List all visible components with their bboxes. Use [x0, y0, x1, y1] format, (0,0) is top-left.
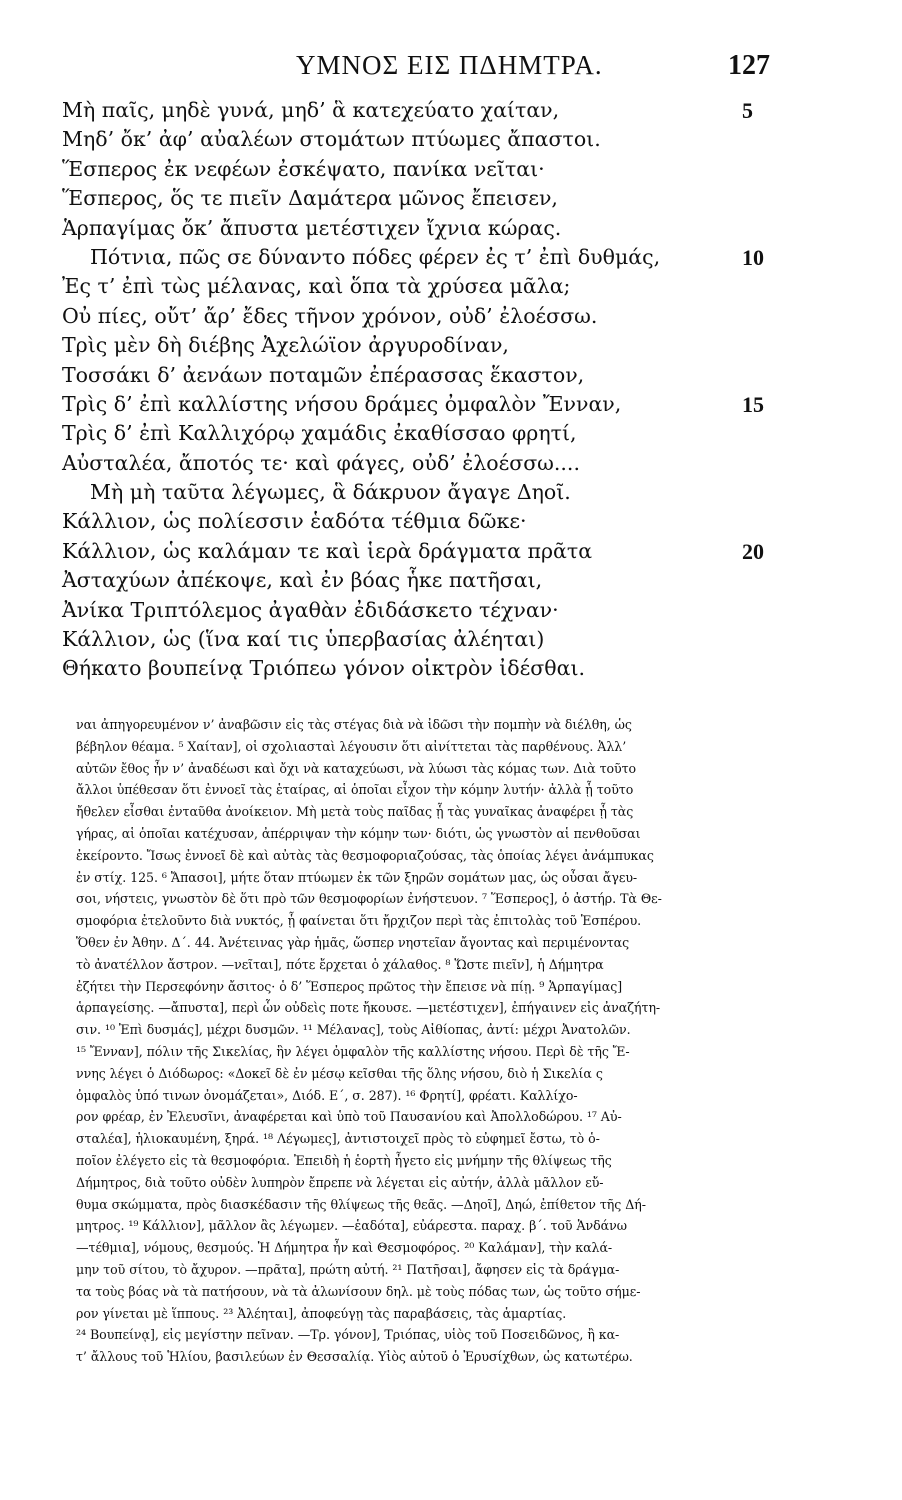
footnote-line: μην τοῦ σίτου, τὸ ἄχυρον. —πρᾶτα], πρώτη αὐτή. ²¹ Πατῆσαι], ἄφησεν εἰς τὰ δράγμα- — [76, 1261, 620, 1277]
footnote-line: ἐζήτει τὴν Περσεφόνην ἄσιτος· ὁ δ’ Ἕσπερος πρῶτος τὴν ἔπεισε νὰ πίῃ. ⁹ Ἁρπαγίμας] — [76, 978, 623, 994]
verse-text: Κάλλιον, ὡς καλάμαν τε καὶ ἱερὰ δράγματα πρᾶτα — [62, 538, 593, 563]
verse-line — [62, 566, 862, 595]
verse-text: Κάλλιον, ὡς (ἵνα καί τις ὑπερβασίας ἀλέηται) — [62, 627, 545, 652]
footnote-line: ἤθελεν εἶσθαι ἐνταῦθα ἀνοίκειον. Μὴ μετὰ τοὺς παῖδας ᾗ τὰς γυναῖκας ἀναφέρει ᾗ τὰς — [76, 804, 634, 820]
running-title: ΥΜΝΟΣ ΕΙΣ ΠΔΗΜΤΡΑ. — [296, 50, 603, 80]
verse-text: Τρὶς μὲν δὴ διέβης Ἀχελώϊον ἀργυροδίναν, — [62, 333, 509, 358]
verse-text: Μηδ’ ὄκ’ ἀφ’ αὐαλέων στομάτων πτύωμες ἄπαστοι. — [62, 127, 601, 152]
footnote-line: ἁρπαγείσης. —ἄπυστα], περὶ ὧν οὐδεὶς ποτε ἤκουσε. —μετέστιχεν], ἐπήγαινεν εἰς ἀναζήτη- — [76, 1000, 661, 1016]
verse-line — [62, 361, 862, 390]
line-number: 10 — [742, 244, 764, 270]
footnote-line: σταλέα], ἡλιοκαυμένη, ξηρά. ¹⁸ Λέγωμες], ἀντιστοιχεῖ πρὸς τὸ εὐφημεῖ ἔστω, τὸ ὁ- — [76, 1131, 600, 1147]
footnote-line: σιν. ¹⁰ Ἐπὶ δυσμάς], μέχρι δυσμῶν. ¹¹ Μέλανας], τοὺς Αἰθίοπας, ἀντί: μέχρι Ἀνατολῶν. — [76, 1022, 631, 1038]
verse-text: Τρὶς δ’ ἐπὶ Καλλιχόρῳ χαμάδις ἐκαθίσσαο φρητί, — [62, 421, 577, 446]
footnote-line: ¹⁵ Ἔνναν], πόλιν τῆς Σικελίας, ἣν λέγει ὀμφαλὸν τῆς καλλίστης νήσου. Περὶ δὲ τῆς Ἔ- — [76, 1043, 630, 1059]
verse-line — [62, 625, 862, 654]
footnotes — [76, 714, 786, 1368]
verse-text: Ἕσπερος, ὅς τε πιεῖν Δαμάτερα μῶνος ἔπεισεν, — [62, 186, 558, 211]
verse-line — [62, 537, 862, 566]
footnote-line: βέβηλον θέαμα. ⁵ Χαίταν], οἱ σχολιασταὶ λέγουσιν ὅτι αἰνίττεται τὰς παρθένους. Ἀλλ’ — [76, 738, 627, 754]
footnote-line: τ’ ἄλλους τοῦ Ἡλίου, βασιλεύων ἐν Θεσσαλίᾳ. Υἱὸς αὐτοῦ ὁ Ἐρυσίχθων, ὡς κατωτέρω. — [76, 1349, 633, 1365]
verse-text: Τοσσάκι δ’ ἀενάων ποταμῶν ἐπέρασσας ἕκαστον, — [62, 362, 585, 387]
verse-line — [62, 184, 862, 213]
verse-text: Τρὶς δ’ ἐπὶ καλλίστης νήσου δράμες ὀμφαλὸν Ἔνναν, — [62, 391, 622, 416]
footnote-line: γήρας, αἱ ὁποῖαι κατέχυσαν, ἀπέρριψαν τὴν κόμην των· διότι, ὡς γνωστὸν αἱ πενθοῦσαι — [76, 825, 641, 841]
footnote-line: σοι, νήστεις, γνωστὸν δὲ ὅτι πρὸ τῶν θεσμοφορίων ἐνήστευον. ⁷ Ἕσπερος], ὁ ἀστήρ. Τὰ Θε- — [76, 891, 662, 907]
verse-line — [62, 243, 862, 272]
verse-text: Θήκατο βουπείνᾳ Τριόπεω γόνον οἰκτρὸν ἰδέσθαι. — [62, 656, 586, 681]
footnote-line: ἐν στίχ. 125. ⁶ Ἄπασοι], μήτε ὅταν πτύωμεν ἐκ τῶν ξηρῶν σομάτων μας, ὡς οὖσαι ἄγευ- — [76, 869, 638, 885]
verse-line — [62, 654, 862, 683]
verse-line — [62, 96, 862, 125]
footnote-line: ποῖον ἐλέγετο εἰς τὰ θεσμοφόρια. Ἐπειδὴ ἡ ἑορτὴ ἦγετο εἰς μνήμην τῆς θλίψεως τῆς — [76, 1152, 612, 1168]
verse-text: Κάλλιον, ὡς πολίεσσιν ἑαδότα τέθμια δῶκε· — [62, 509, 527, 534]
line-number: 20 — [742, 538, 764, 564]
footnote-line: ²⁴ Βουπείνᾳ], εἰς μεγίστην πεῖναν. —Τρ. γόνον], Τριόπας, υἱὸς τοῦ Ποσειδῶνος, ἢ κα- — [76, 1327, 620, 1343]
verse-text: Ἕσπερος ἐκ νεφέων ἐσκέψατο, πανίκα νεῖται· — [62, 156, 545, 181]
footnote-line: ἄλλοι ὑπέθεσαν ὅτι ἐννοεῖ τὰς ἑταίρας, αἱ ὁποῖαι εἶχον τὴν κόμην λυτήν· ἀλλὰ ᾗ τοῦτο — [76, 782, 634, 798]
verse-line — [62, 507, 862, 536]
verse-text: Ἁρπαγίμας ὄκ’ ἄπυστα μετέστιχεν ἴχνια κώρας. — [62, 215, 562, 240]
verse-line — [62, 390, 862, 419]
footnote-line: θυμα σκώμματα, πρὸς διασκέδασιν τῆς θλίψεως τῆς θεᾶς. —Δηοῖ], Δηώ, ἐπίθετον τῆς Δή- — [76, 1196, 646, 1212]
footnote-line: μητρος. ¹⁹ Κάλλιον], μᾶλλον ἂς λέγωμεν. —ἑαδότα], εὐάρεστα. παραχ. β΄. τοῦ Ἁνδάνω — [76, 1218, 627, 1234]
page-header — [0, 50, 902, 90]
verse-line — [62, 478, 862, 507]
verse-text: Μὴ μὴ ταῦτα λέγωμες, ἃ δάκρυον ἄγαγε Δηοῖ. — [90, 480, 571, 505]
verse-line — [62, 331, 862, 360]
verse-text: Μὴ παῖς, μηδὲ γυνά, μηδ’ ἃ κατεχεύατο χαίταν, — [62, 98, 560, 122]
poem-text — [62, 96, 862, 684]
footnote-line: ννης λέγει ὁ Διόδωρος: «Δοκεῖ δὲ ἐν μέσῳ κεῖσθαι τῆς ὅλης νήσου, διὸ ἡ Σικελία ς — [76, 1065, 603, 1081]
page-number: 127 — [728, 50, 770, 81]
verse-line — [62, 449, 862, 478]
footnote-line: Δήμητρος, διὰ τοῦτο οὐδὲν λυπηρὸν ἔπρεπε νὰ λέγεται εἰς αὐτήν, ἀλλὰ μᾶλλον εὔ- — [76, 1174, 604, 1190]
footnote-line: ὀμφαλὸς ὑπό τινων ὀνομάζεται», Διόδ. Ε΄, σ. 287). ¹⁶ Φρητί], φρέατι. Καλλίχο- — [76, 1087, 578, 1103]
line-number: 15 — [742, 391, 764, 417]
verse-text: Ἀσταχύων ἀπέκοψε, καὶ ἐν βόας ἧκε πατῆσαι, — [62, 568, 543, 593]
verse-text: Αὐσταλέα, ἄποτός τε· καὶ φάγες, οὐδ’ ἐλοέσσω.... — [62, 450, 580, 475]
verse-text: Οὐ πίες, οὔτ’ ἄρ’ ἔδες τῆνον χρόνον, οὐδ’ ἐλοέσσω. — [62, 303, 598, 328]
verse-line — [62, 596, 862, 625]
verse-text: Πότνια, πῶς σε δύναντο πόδες φέρεν ἐς τ’ ἐπὶ δυθμάς, — [90, 244, 661, 269]
verse-line — [62, 302, 862, 331]
footnote-line: σμοφόρια ἐτελοῦντο διὰ νυκτός, ᾗ φαίνεται ὅτι ἤρχιζον περὶ τὰς ἐπιτολὰς τοῦ Ἑσπέρου. — [76, 913, 642, 929]
verse-line — [62, 419, 862, 448]
footnote-line: Ὅθεν ἐν Ἀθην. Δ΄. 44. Ἀνέτεινας γὰρ ἡμᾶς, ὥσπερ νηστεῖαν ἄγοντας καὶ περιμένοντας — [76, 934, 630, 950]
footnote-line: τὸ ἀνατέλλον ἄστρον. —νεῖται], πότε ἔρχεται ὁ χάλαθος. ⁸ Ὥστε πιεῖν], ἡ Δήμητρα — [76, 956, 604, 972]
footnote-line: ρον φρέαρ, ἐν Ἐλευσῖνι, ἀναφέρεται καὶ ὑπὸ τοῦ Παυσανίου καὶ Ἀπολλοδώρου. ¹⁷ Αὐ- — [76, 1109, 622, 1125]
footnote-line: ἐκείροντο. Ἴσως ἐννοεῖ δὲ καὶ αὐτὰς τὰς θεσμοφοριαζούσας, τὰς ὁποίας λέγει ἀνάμπυκας — [76, 847, 654, 863]
verse-line — [62, 272, 862, 301]
verse-line — [62, 125, 862, 154]
footnote-line: αὐτῶν ἔθος ἦν ν’ ἀναδέωσι καὶ ὄχι νὰ καταχεύωσι, νὰ λύωσι τὰς κόμας των. Διὰ τοῦτο — [76, 760, 637, 776]
footnote-line: —τέθμια], νόμους, θεσμούς. Ἡ Δήμητρα ἦν καὶ Θεσμοφόρος. ²⁰ Καλάμαν], τὴν καλά- — [76, 1240, 613, 1256]
verse-line — [62, 214, 862, 243]
line-number: 5 — [742, 98, 753, 123]
footnote-line: ναι ἀπηγορευμένον ν’ ἀναβῶσιν εἰς τὰς στέγας διὰ νὰ ἰδῶσι τὴν πομπὴν νὰ διέλθη, ὡς — [76, 717, 632, 732]
footnote-line: τα τοὺς βόας νὰ τὰ πατήσουν, νὰ τὰ ἀλωνίσουν δηλ. μὲ τοὺς πόδας των, ὡς τοῦτο σήμε- — [76, 1283, 641, 1299]
footnote-line: ρον γίνεται μὲ ἵππους. ²³ Ἀλέηται], ἀποφεύγῃ τὰς παραβάσεις, τὰς ἁμαρτίας. — [76, 1305, 567, 1321]
verse-text: Ἀνίκα Τριπτόλεμος ἀγαθὰν ἐδιδάσκετο τέχναν· — [62, 597, 559, 622]
verse-line — [62, 155, 862, 184]
verse-text: Ἐς τ’ ἐπὶ τὼς μέλανας, καὶ ὅπα τὰ χρύσεα μᾶλα; — [62, 274, 571, 299]
